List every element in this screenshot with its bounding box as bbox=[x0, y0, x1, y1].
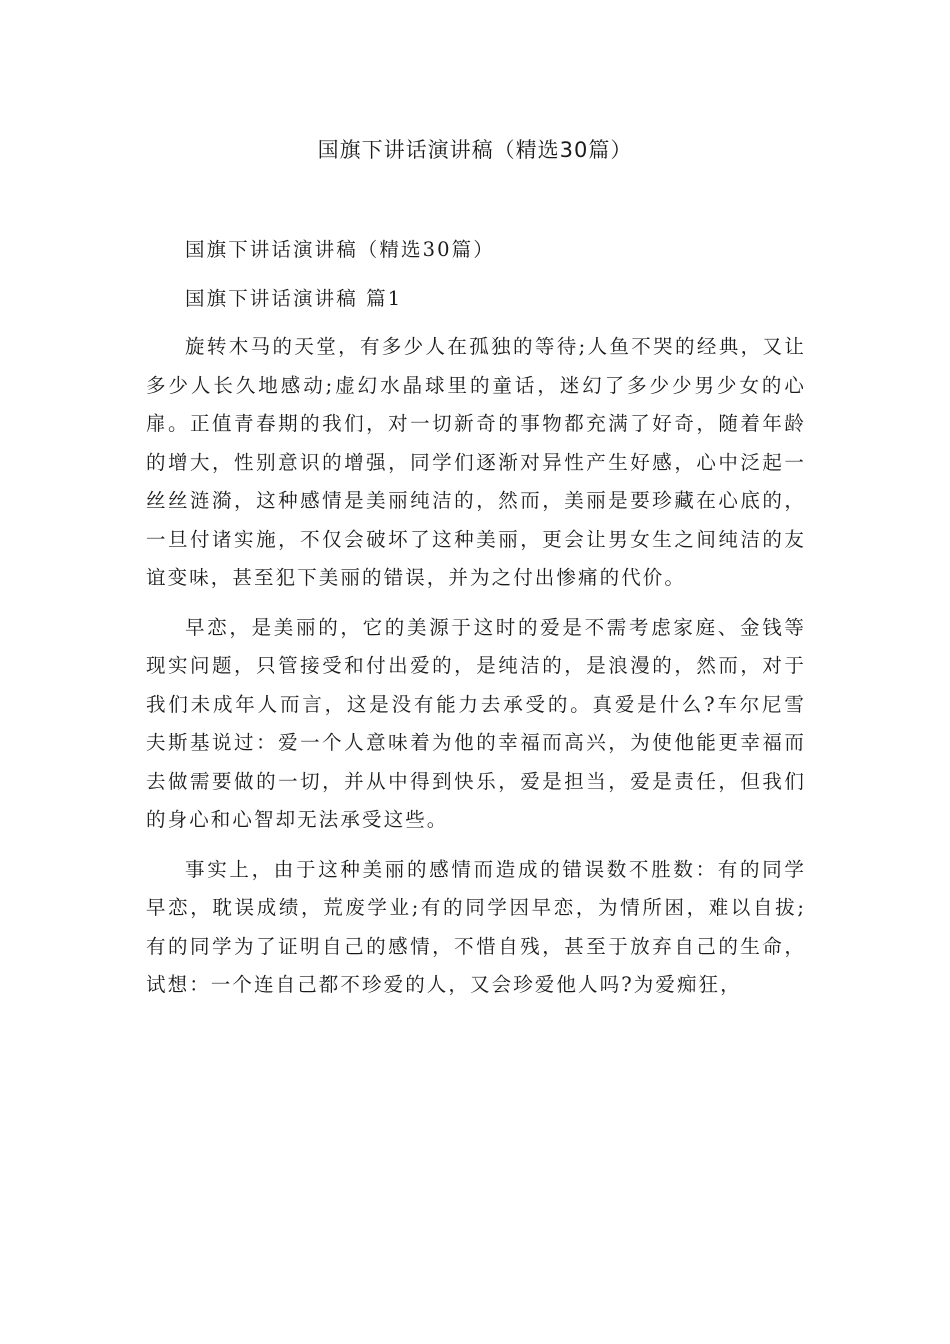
document-body bbox=[146, 231, 806, 1016]
document-subtitle: 国旗下讲话演讲稿（精选30篇） bbox=[185, 238, 495, 261]
document-title: 国旗下讲话演讲稿（精选30篇） bbox=[317, 138, 633, 162]
body-paragraph-2: 早恋，是美丽的，它的美源于这时的爱是不需考虑家庭、金钱等现实问题，只管接受和付出爱的，是纯洁的，是浪漫的，然而，对于我们未成年人而言，这是没有能力去承受的。真爱是什么?车尔尼雪夫斯基说过：爱一个人意味着为他的幸福而高兴，为使他能更幸福而去做需要做的一切，并从中得到快乐，爱是担当，爱是责任，但我们的身心和心智却无法承受这些。 bbox=[146, 615, 806, 831]
body-paragraph-1: 旋转木马的天堂，有多少人在孤独的等待;人鱼不哭的经典，又让多少人长久地感动;虚幻水晶球里的童话，迷幻了多少少男少女的心扉。正值青春期的我们，对一切新奇的事物都充满了好奇，随着年龄的增大，性别意识的增强，同学们逐渐对异性产生好感，心中泛起一丝丝涟漪，这种感情是美丽纯洁的，然而，美丽是要珍藏在心底的，一旦付诸实施，不仅会破坏了这种美丽，更会让男女生之间纯洁的友谊变味，甚至犯下美丽的错误，并为之付出惨痛的代价。 bbox=[146, 335, 806, 589]
section-heading: 国旗下讲话演讲稿 篇1 bbox=[185, 286, 403, 310]
body-paragraph-3: 事实上，由于这种美丽的感情而造成的错误数不胜数：有的同学早恋，耽误成绩，荒废学业;有的同学因早恋，为情所困，难以自拔;有的同学为了证明自己的感情，不惜自残，甚至于放弃自己的生命，试想：一个连自己都不珍爱的人，又会珍爱他人吗?为爱痴狂， bbox=[146, 857, 806, 996]
